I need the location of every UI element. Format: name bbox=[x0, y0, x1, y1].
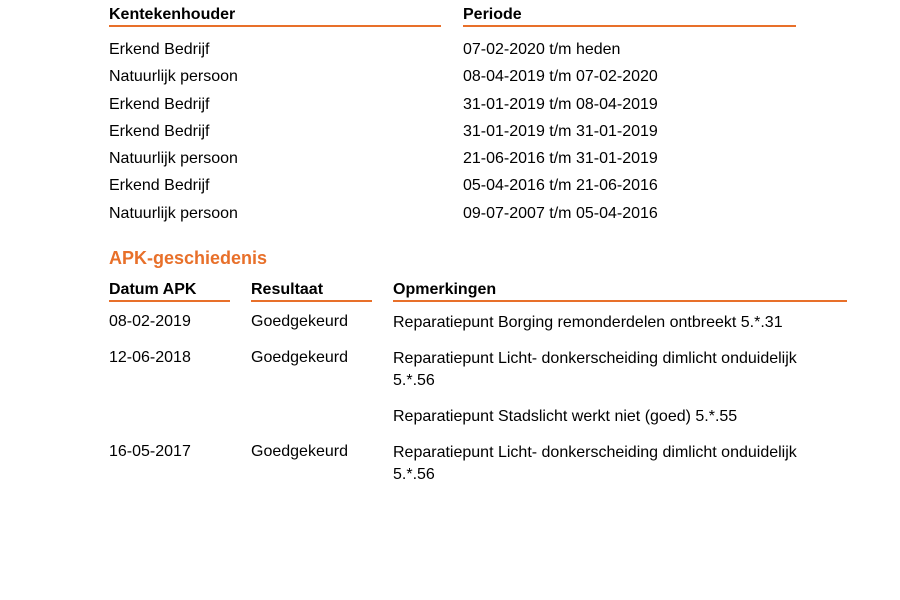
apk-section-title: APK-geschiedenis bbox=[109, 248, 268, 268]
apk-remarks-cell bbox=[393, 442, 833, 486]
table-row bbox=[0, 95, 900, 122]
apk-result-cell: Goedgekeurd bbox=[251, 443, 348, 460]
apk-remarks-cell bbox=[393, 312, 833, 334]
period-cell: 09-07-2007 t/m 05-04-2016 bbox=[463, 204, 658, 222]
period-cell: 31-01-2019 t/m 31-01-2019 bbox=[463, 122, 658, 140]
apk-remarks-column-header: Opmerkingen bbox=[393, 281, 847, 302]
table-row bbox=[0, 442, 900, 486]
remark-text: Reparatiepunt Borging remonderdelen ontbreekt 5.*.31 bbox=[393, 314, 783, 331]
apk-date-cell: 16-05-2017 bbox=[109, 443, 191, 460]
table-row bbox=[0, 40, 900, 67]
apk-remarks-cell bbox=[393, 348, 833, 428]
remark-text: Reparatiepunt Licht- donkerscheiding dimlicht onduidelijk 5.*.56 bbox=[393, 350, 797, 389]
table-row bbox=[0, 149, 900, 176]
period-cell: 05-04-2016 t/m 21-06-2016 bbox=[463, 177, 658, 195]
table-row bbox=[0, 67, 900, 94]
owner-cell: Natuurlijk persoon bbox=[109, 150, 238, 168]
table-row bbox=[0, 348, 900, 428]
table-row bbox=[0, 176, 900, 203]
owner-cell: Erkend Bedrijf bbox=[109, 95, 210, 113]
period-cell: 08-04-2019 t/m 07-02-2020 bbox=[463, 68, 658, 86]
owner-cell: Natuurlijk persoon bbox=[109, 204, 238, 222]
period-cell: 21-06-2016 t/m 31-01-2019 bbox=[463, 150, 658, 168]
remark-text: Reparatiepunt Stadslicht werkt niet (goed) 5.*.55 bbox=[393, 408, 738, 425]
owner-cell: Erkend Bedrijf bbox=[109, 177, 210, 195]
owner-column-header: Kentekenhouder bbox=[109, 6, 441, 27]
period-cell: 07-02-2020 t/m heden bbox=[463, 41, 621, 58]
table-row bbox=[0, 204, 900, 231]
owner-cell: Erkend Bedrijf bbox=[109, 41, 210, 58]
apk-result-cell: Goedgekeurd bbox=[251, 349, 348, 366]
table-row bbox=[0, 122, 900, 149]
apk-date-cell: 08-02-2019 bbox=[109, 313, 191, 330]
owner-cell: Erkend Bedrijf bbox=[109, 122, 210, 140]
owner-cell: Natuurlijk persoon bbox=[109, 68, 238, 86]
apk-result-cell: Goedgekeurd bbox=[251, 313, 348, 330]
apk-history-table bbox=[0, 312, 900, 500]
remark-text: Reparatiepunt Licht- donkerscheiding dimlicht onduidelijk 5.*.56 bbox=[393, 444, 797, 483]
table-row bbox=[0, 312, 900, 334]
owner-history-table bbox=[0, 40, 900, 231]
apk-result-column-header: Resultaat bbox=[251, 281, 372, 302]
apk-date-column-header: Datum APK bbox=[109, 281, 230, 302]
period-cell: 31-01-2019 t/m 08-04-2019 bbox=[463, 95, 658, 113]
apk-date-cell: 12-06-2018 bbox=[109, 349, 191, 366]
period-column-header: Periode bbox=[463, 6, 796, 27]
